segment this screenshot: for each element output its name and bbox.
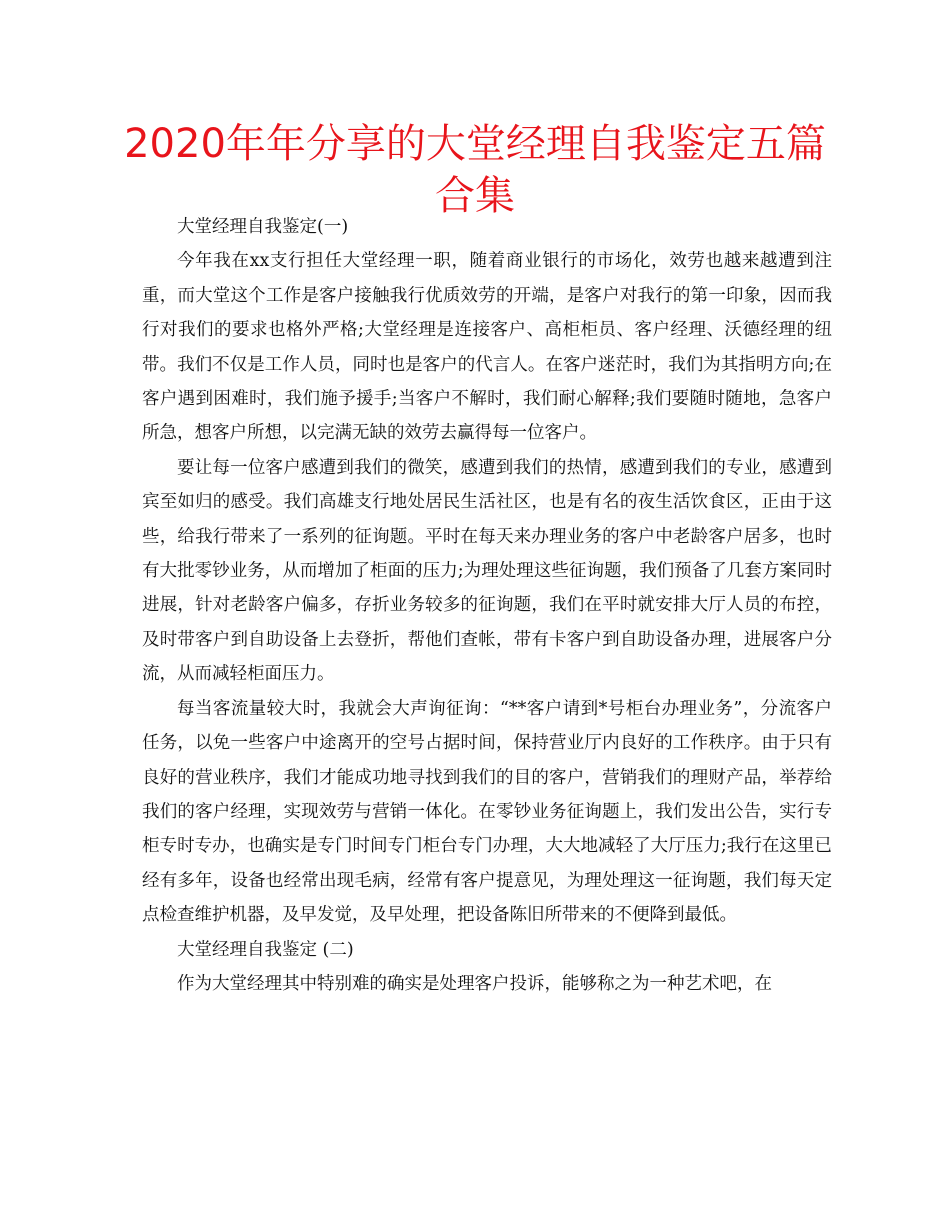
section-heading-1: 大堂经理自我鉴定(一) xyxy=(177,217,349,237)
document-title: 2020年年分享的大堂经理自我鉴定五篇合集 xyxy=(124,121,826,219)
paragraph-1: 今年我在xx支行担任大堂经理一职，随着商业银行的市场化，效劳也越来越遭到注重，而大堂这个工作是客户接触我行优质效劳的开端，是客户对我行的第一印象，因而我行对我们的要求也格外严格;大堂经理是连接客户、高柜柜员、客户经理、沃德经理的纽带。我们不仅是工作人员，同时也是客户的代言人。在客户迷茫时，我们为其指明方向;在客户遇到困难时，我们施予援手;当客户不解时，我们耐心解释;我们要随时随地，急客户所急，想客户所想，以完满无缺的效劳去赢得每一位客户。 xyxy=(142,251,832,444)
document-body xyxy=(142,210,832,1001)
paragraph-2: 要让每一位客户感遭到我们的微笑，感遭到我们的热情，感遭到我们的专业，感遭到宾至如归的感受。我们高雄支行地处居民生活社区，也是有名的夜生活饮食区，正由于这些，给我行带来了一系列的征询题。平时在每天来办理业务的客户中老龄客户居多，也时有大批零钞业务，从而增加了柜面的压力;为理处理这些征询题，我们预备了几套方案同时进展，针对老龄客户偏多，存折业务较多的征询题，我们在平时就安排大厅人员的布控，及时带客户到自助设备上去登折，帮他们查帐，带有卡客户到自助设备办理，进展客户分流，从而减轻柜面压力。 xyxy=(142,457,832,685)
paragraph-3: 每当客流量较大时，我就会大声询征询：“**客户请到*号柜台办理业务”，分流客户任务，以免一些客户中途离开的空号占据时间，保持营业厅内良好的工作秩序。由于只有良好的营业秩序，我们才能成功地寻找到我们的目的客户，营销我们的理财产品，举荐给我们的客户经理，实现效劳与营销一体化。在零钞业务征询题上，我们发出公告，实行专柜专时专办，也确实是专门时间专门柜台专门办理，大大地减轻了大厅压力;我行在这里已经有多年，设备也经常出现毛病，经常有客户提意见，为理处理这一征询题，我们每天定点检查维护机器，及早发觉，及早处理，把设备陈旧所带来的不便降到最低。 xyxy=(142,698,832,926)
section-heading-2: 大堂经理自我鉴定 (二) xyxy=(177,939,354,960)
paragraph-4: 作为大堂经理其中特别难的确实是处理客户投诉，能够称之为一种艺术吧，在 xyxy=(177,973,772,994)
